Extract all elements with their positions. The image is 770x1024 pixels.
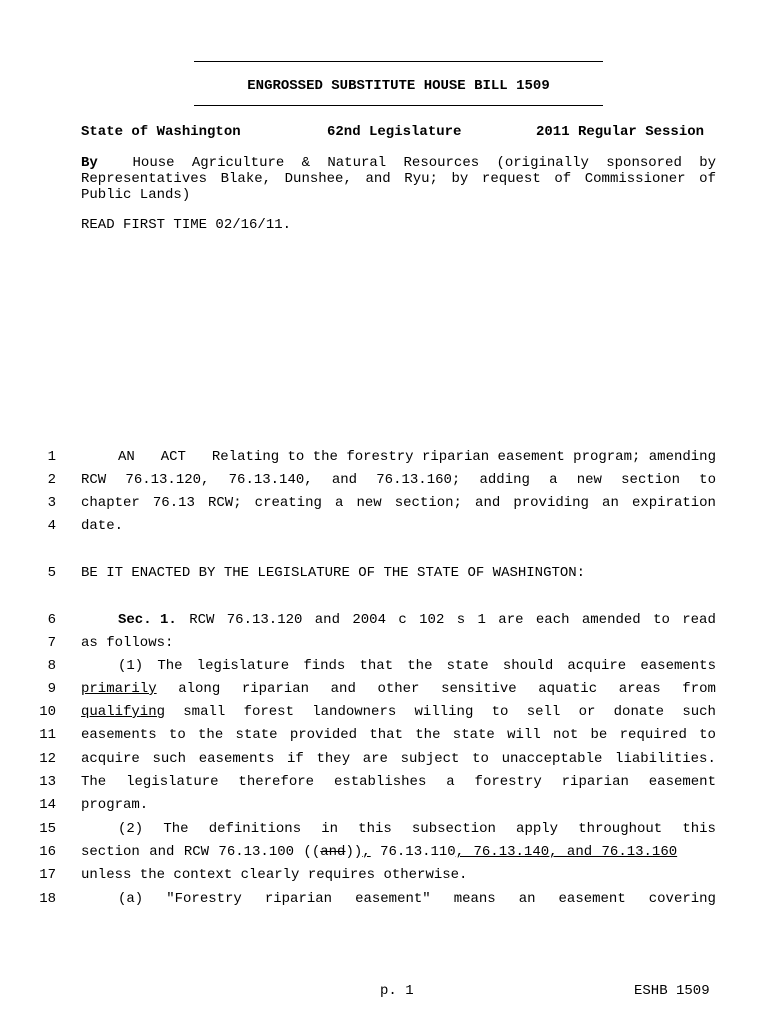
word: therefore [238, 774, 315, 790]
word: 76.13.120 [226, 612, 303, 628]
word: to [491, 704, 509, 720]
line-number: 2 [47, 472, 56, 488]
word: the [407, 658, 433, 674]
inserted-text: qualifying [81, 704, 166, 720]
word: new [576, 472, 602, 488]
bill-line-1 [81, 446, 716, 469]
word: acquire [567, 658, 627, 674]
word: RCW [81, 472, 107, 488]
line-number: 9 [47, 681, 56, 697]
bill-line-14: program. [81, 797, 149, 813]
line-number: 17 [39, 867, 56, 883]
word: The [81, 774, 107, 790]
word: ACT [160, 449, 186, 465]
word: creating [254, 495, 322, 511]
bill-line-11 [81, 724, 716, 747]
word: donate [613, 704, 665, 720]
word: easement [558, 891, 626, 907]
word: should [502, 658, 554, 674]
word: Relating to the forestry riparian easement program; amending [211, 449, 716, 465]
word: and [330, 681, 356, 697]
line-number: 12 [39, 751, 56, 767]
word: riparian [264, 891, 333, 907]
word: subsection [411, 821, 496, 837]
word: riparian [561, 774, 629, 790]
word: easements [198, 751, 275, 767]
word: and [475, 495, 501, 511]
word: such [152, 751, 187, 767]
word: in [321, 821, 339, 837]
word: easements [640, 658, 716, 674]
word: or [578, 704, 596, 720]
line-number: 1 [47, 449, 56, 465]
bill-line-15 [81, 818, 716, 841]
read-first-time: READ FIRST TIME 02/16/11. [81, 217, 292, 233]
word: establishes [333, 774, 427, 790]
word: acquire [81, 751, 140, 767]
line-16-text: )) [345, 844, 363, 860]
bill-line-10 [81, 701, 716, 724]
word: expiration [631, 495, 716, 511]
line-number: 13 [39, 774, 56, 790]
word: amended [581, 612, 641, 628]
word: this [682, 821, 716, 837]
line-number: 10 [39, 704, 56, 720]
bill-line-7: as follows: [81, 635, 174, 651]
word: small [183, 704, 226, 720]
word: section [621, 472, 680, 488]
legislature-label: 62nd Legislature [327, 124, 462, 140]
word: a [446, 774, 455, 790]
word: an [602, 495, 619, 511]
word: that [369, 727, 403, 743]
word: to [472, 751, 489, 767]
word: to [168, 727, 186, 743]
bill-line-4: date. [81, 518, 124, 534]
word: 102 [419, 612, 445, 628]
word: The [157, 658, 183, 674]
word: state [446, 658, 489, 674]
word: c [398, 612, 407, 628]
word: throughout [578, 821, 663, 837]
word: an [518, 891, 536, 907]
line-number: 16 [39, 844, 56, 860]
word: (a) [118, 891, 144, 907]
word: landowners [312, 704, 397, 720]
word: riparian [241, 681, 310, 697]
inserted-text: , 76.13.140, and 76.13.160 [455, 844, 678, 860]
word: each [535, 612, 570, 628]
word: easements [81, 727, 157, 743]
line-number: 3 [47, 495, 56, 511]
word: RCW; [207, 495, 242, 511]
bill-line-3 [81, 492, 716, 515]
word: apply [516, 821, 559, 837]
word: "Forestry [166, 891, 242, 907]
word: from [682, 681, 716, 697]
word: willing [414, 704, 474, 720]
word: along [178, 681, 221, 697]
word: to [699, 472, 716, 488]
bill-line-8 [81, 655, 716, 678]
word: covering [648, 891, 716, 907]
section-number: Sec. 1. [118, 612, 177, 628]
word: easement" [355, 891, 431, 907]
word: 76.13 [152, 495, 195, 511]
word: s [456, 612, 466, 628]
word: aquatic [538, 681, 598, 697]
bill-title: ENGROSSED SUBSTITUTE HOUSE BILL 1509 [247, 78, 550, 94]
word: read [682, 612, 716, 628]
word: areas [618, 681, 661, 697]
word: 76.13.160; [376, 472, 461, 488]
bill-line-17: unless the context clearly requires otherwise. [81, 867, 468, 883]
word: and [314, 612, 340, 628]
line-16-text: section and RCW 76.13.100 (( [81, 844, 321, 860]
title-underline [194, 105, 603, 106]
line-number: 8 [47, 658, 56, 674]
word: definitions [208, 821, 302, 837]
word: that [359, 658, 394, 674]
word: liabilities. [615, 751, 716, 767]
word: sensitive [441, 681, 517, 697]
word: easement [648, 774, 716, 790]
word: are [498, 612, 524, 628]
line-number: 5 [47, 565, 56, 581]
sponsor-text: House Agriculture & Natural Resources (originally sponsored by Representatives Blake, Dunshee, and Ryu; by request of Commissioner of Public Lands) [81, 155, 716, 203]
word: AN [118, 449, 135, 465]
word: legislature [196, 658, 290, 674]
line-number: 6 [47, 612, 56, 628]
word: a [549, 472, 558, 488]
word: adding [479, 472, 530, 488]
bill-line-2 [81, 469, 716, 492]
line-number: 18 [39, 891, 56, 907]
word: 1 [477, 612, 486, 628]
line-number: 15 [39, 821, 56, 837]
word: 76.13.120, [125, 472, 210, 488]
word: be [590, 727, 608, 743]
word: they [316, 751, 351, 767]
word: (1) [118, 658, 144, 674]
word: sell [526, 704, 561, 720]
bill-line-13 [81, 771, 716, 794]
word: legislature [126, 774, 219, 790]
word: not [553, 727, 579, 743]
word: The [163, 821, 189, 837]
word: other [377, 681, 420, 697]
word: section; [394, 495, 462, 511]
word: this [358, 821, 392, 837]
word: and [331, 472, 358, 488]
word: provided [289, 727, 358, 743]
sponsor-block [81, 155, 716, 203]
line-number: 11 [39, 727, 56, 743]
deleted-text: and [320, 844, 346, 860]
word: if [287, 751, 304, 767]
word: to [653, 612, 670, 628]
bill-line-12 [81, 748, 716, 771]
line-number: 4 [47, 518, 56, 534]
page-number: p. 1 [380, 983, 414, 999]
word: state [452, 727, 495, 743]
session-label: 2011 Regular Session [536, 124, 705, 140]
inserted-text: primarily [81, 681, 157, 697]
word: forestry [474, 774, 542, 790]
word: chapter [81, 495, 140, 511]
word: forest [243, 704, 294, 720]
line-number: 7 [47, 635, 56, 651]
word: 76.13.140, [228, 472, 313, 488]
word: new [356, 495, 382, 511]
by-label: By [81, 155, 98, 171]
line-number: 14 [39, 797, 56, 813]
line-16-text: 76.13.110 [370, 844, 456, 860]
word: (2) [118, 821, 144, 837]
word: required [619, 727, 687, 743]
word: to [699, 727, 716, 743]
word: finds [303, 658, 346, 674]
enacting-clause: BE IT ENACTED BY THE LEGISLATURE OF THE STATE OF WASHINGTON: [81, 565, 586, 581]
top-rule [194, 61, 603, 62]
word: are [362, 751, 388, 767]
word: the [198, 727, 224, 743]
word: will [507, 727, 541, 743]
word: state [235, 727, 278, 743]
word: a [334, 495, 344, 511]
word: means [453, 891, 496, 907]
word: the [415, 727, 441, 743]
word: RCW [189, 612, 215, 628]
bill-line-18 [81, 888, 716, 911]
word: such [682, 704, 716, 720]
word: unacceptable [501, 751, 603, 767]
bill-id-footer: ESHB 1509 [634, 983, 710, 999]
bill-line-9 [81, 678, 716, 701]
bill-line-6 [81, 609, 716, 632]
word: subject [400, 751, 460, 767]
word: 2004 [352, 612, 386, 628]
state-label: State of Washington [81, 124, 241, 140]
word: providing [513, 495, 589, 511]
inserted-text: , [362, 844, 371, 860]
bill-line-16 [81, 841, 716, 864]
